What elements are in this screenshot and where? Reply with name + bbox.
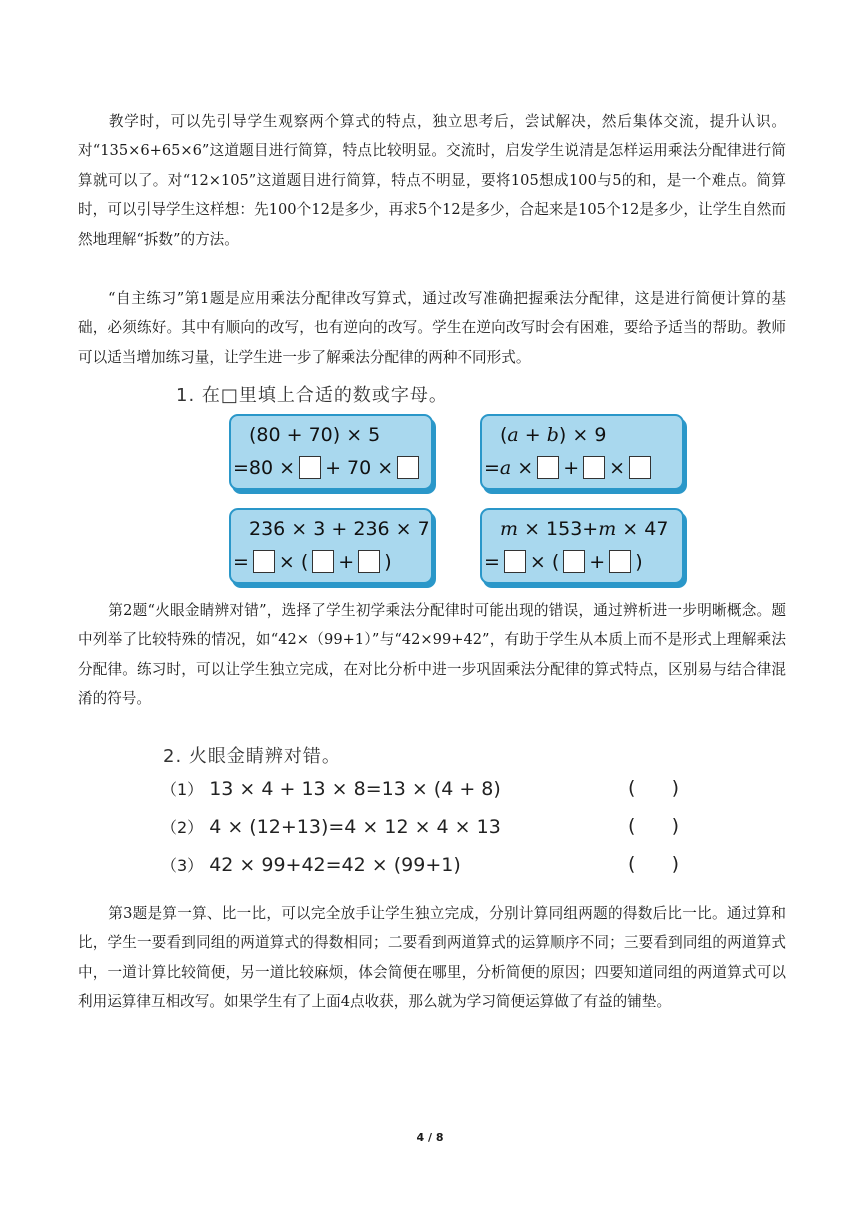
exercise-2-item-3: （3） 42 × 99+42=42 × (99+1) xyxy=(161,854,461,876)
card-2-line-2: =a × + × xyxy=(484,456,651,479)
answer-parentheses-2[interactable]: ( ) xyxy=(628,815,680,837)
answer-box[interactable] xyxy=(563,550,585,573)
answer-box[interactable] xyxy=(299,456,321,479)
card-4-line-2: = × ( + ) xyxy=(484,550,643,573)
answer-box[interactable] xyxy=(253,550,275,573)
exercise-2-title: 2. 火眼金睛辨对错。 xyxy=(163,746,341,767)
exercise-2-item-2: （2） 4 × (12+13)=4 × 12 × 4 × 13 xyxy=(161,816,501,838)
paragraph-1: 教学时，可以先引导学生观察两个算式的特点，独立思考后，尝试解决，然后集体交流，提升认识。对“135×6+65×6”这道题目进行简算，特点比较明显。交流时，启发学生说清是怎样运用乘法分配律进行简算就可以了。对“12×105”这道题目进行简算，特点不明显，要将105想成100与5的和，是一个难点。简算时，可以引导学生这样想：先100个12是多少，再求5个12是多少，合起来是105个12是多少，让学生自然而然地理解“拆数”的方法。 xyxy=(78,113,786,248)
answer-box[interactable] xyxy=(537,456,559,479)
card-1-line-1: (80 + 70) × 5 xyxy=(249,424,381,446)
answer-box[interactable] xyxy=(504,550,526,573)
answer-parentheses-3[interactable]: ( ) xyxy=(628,853,680,875)
paragraph-2: “自主练习”第1题是应用乘法分配律改写算式，通过改写准确把握乘法分配律，这是进行简便计算的基础，必须练好。其中有顺向的改写，也有逆向的改写。学生在逆向改写时会有困难，要给予适当的帮助。教师可以适当增加练习量，让学生进一步了解乘法分配律的两种不同形式。 xyxy=(78,290,786,366)
answer-parentheses-1[interactable]: ( ) xyxy=(628,777,680,799)
exercise-card-1 xyxy=(229,414,433,490)
card-4-line-1: m × 153+m × 47 xyxy=(500,518,669,540)
answer-box[interactable] xyxy=(358,550,380,573)
answer-box[interactable] xyxy=(397,456,419,479)
exercise-2-item-1: （1） 13 × 4 + 13 × 8=13 × (4 + 8) xyxy=(161,778,501,800)
paragraph-3: 第2题“火眼金睛辨对错”，选择了学生初学乘法分配律时可能出现的错误，通过辨析进一步明晰概念。题中列举了比较特殊的情况，如“42×（99+1）”与“42×99+42”，有助于学生从本质上而不是形式上理解乘法分配律。练习时，可以让学生独立完成，在对比分析中进一步巩固乘法分配律的算式特点，区别易与结合律混淆的符号。 xyxy=(78,602,786,708)
card-3-line-2: = × ( + ) xyxy=(233,550,392,573)
exercise-1-title: 1. 在□里填上合适的数或字母。 xyxy=(176,385,448,406)
paragraph-4: 第3题是算一算、比一比，可以完全放手让学生独立完成，分别计算同组两题的得数后比一比。通过算和比，学生一要看到同组的两道算式的得数相同；二要看到两道算式的运算顺序不同；三要看到同组的两道算式中，一道计算比较简便，另一道比较麻烦，体会简便在哪里，分析简便的原因；四要知道同组的两道算式可以利用运算律互相改写。如果学生有了上面4点收获，那么就为学习简便运算做了有益的铺垫。 xyxy=(78,905,786,1011)
answer-box[interactable] xyxy=(629,456,651,479)
exercise-card-4 xyxy=(480,508,684,584)
card-2-line-1: (a + b) × 9 xyxy=(500,424,607,446)
exercise-card-3 xyxy=(229,508,433,584)
card-3-line-1: 236 × 3 + 236 × 7 xyxy=(249,518,430,540)
card-1-line-2: =80 × + 70 × xyxy=(233,456,419,479)
answer-box[interactable] xyxy=(583,456,605,479)
exercise-card-2 xyxy=(480,414,684,490)
page-number: 4 / 8 xyxy=(416,1131,444,1144)
answer-box[interactable] xyxy=(312,550,334,573)
answer-box[interactable] xyxy=(609,550,631,573)
